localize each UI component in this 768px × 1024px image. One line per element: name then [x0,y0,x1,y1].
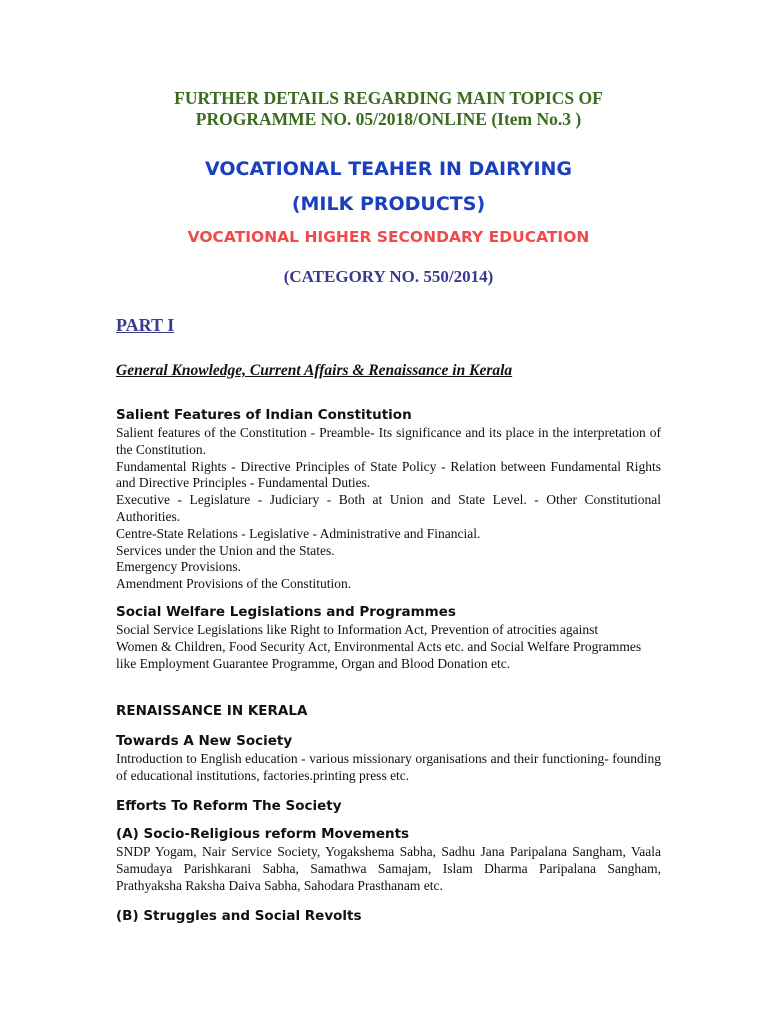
section-title: General Knowledge, Current Affairs & Renaissance in Kerala [116,362,513,379]
welfare-heading: Social Welfare Legislations and Programmes [116,604,456,620]
header-line-2: PROGRAMME NO. 05/2018/ONLINE (Item No.3 ) [195,109,582,129]
constitution-line: Amendment Provisions of the Constitution. [116,576,352,592]
welfare-line-1: Social Service Legislations like Right to Information Act, Prevention of atrocities against [116,622,599,637]
society-text: Introduction to English education - various missionary organisations and their functioning- founding of educational institutions, factories.printing press etc. [116,751,661,783]
category-number: (CATEGORY NO. 550/2014) [283,267,494,286]
welfare-line-2: Women & Children, Food Security Act, Environmental Acts etc. and Social Welfare Programmes like Employment Guarantee Programme, Organ and Blood Donation etc. [116,638,642,671]
constitution-body [116,425,661,593]
constitution-line: Executive - Legislature - Judiciary - Both at Union and State Level. - Other Constitutional Authorities. [116,492,661,524]
part-heading: PART I [116,315,175,335]
title-line-2: (MILK PRODUCTS) [291,193,486,215]
document-header [116,88,661,130]
welfare-body [116,622,661,672]
constitution-line: Centre-State Relations - Legislative - Administrative and Financial. [116,525,481,541]
efforts-heading: Efforts To Reform The Society [116,798,342,814]
constitution-line: Fundamental Rights - Directive Principles of State Policy - Relation between Fundamental Rights and Directive Principles - Fundamental Duties. [116,458,661,491]
movements-heading: (A) Socio-Religious reform Movements [116,826,410,842]
constitution-line: Services under the Union and the States. [116,542,335,558]
struggles-heading: (B) Struggles and Social Revolts [116,908,362,924]
society-heading: Towards A New Society [116,733,293,749]
header-line-1: FURTHER DETAILS REGARDING MAIN TOPICS OF [174,88,603,108]
constitution-line: Salient features of the Constitution - Preamble- Its significance and its place in the interpretation of the Constitution. [116,425,661,457]
title-line-1: VOCATIONAL TEAHER IN DAIRYING [204,158,573,180]
title-subtitle: VOCATIONAL HIGHER SECONDARY EDUCATION [187,228,590,246]
renaissance-heading: RENAISSANCE IN KERALA [116,703,308,719]
movements-text: SNDP Yogam, Nair Service Society, Yogakshema Sabha, Sadhu Jana Paripalana Sangham, Vaala Samudaya Parishkarani Sabha, Samathwa Samajam, Islam Dharma Paripalana Sangham, Prathyaksha Raksha Daiva Sabha, Sahodara Prasthanam etc. [116,844,661,893]
constitution-heading: Salient Features of Indian Constitution [116,407,412,423]
constitution-line: Emergency Provisions. [116,559,241,575]
